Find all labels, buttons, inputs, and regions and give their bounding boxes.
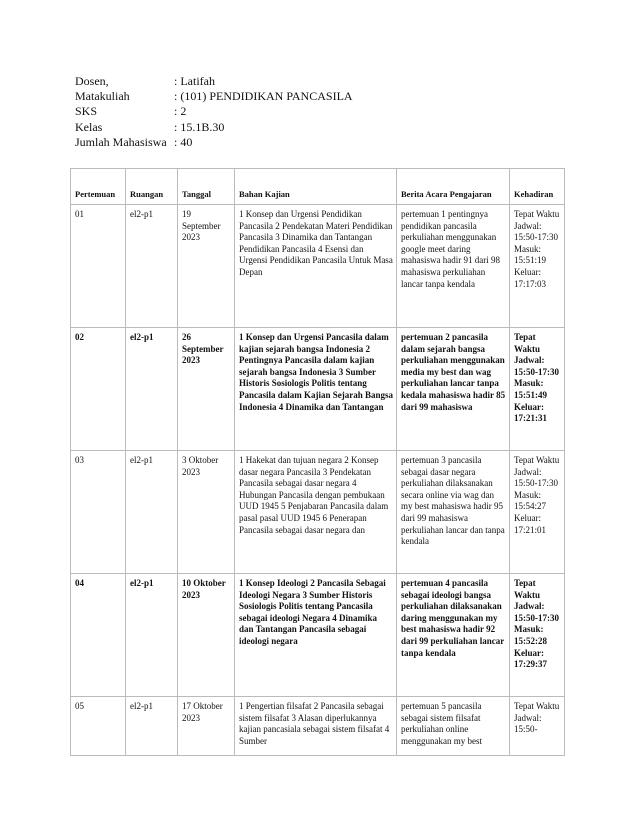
info-label: Matakuliah bbox=[75, 89, 130, 104]
cell-pertemuan: 05 bbox=[71, 697, 126, 756]
cell-kehadiran: Tepat Waktu Jadwal: 15:50-17:30 Masuk: 15:51:49 Keluar: 17:21:31 bbox=[510, 328, 565, 451]
table-row bbox=[71, 205, 565, 328]
cell-kehadiran: Tepat Waktu Jadwal: 15:50- bbox=[510, 697, 565, 756]
cell-ruangan: el2-p1 bbox=[126, 574, 178, 697]
info-label: Jumlah Mahasiswa bbox=[75, 134, 167, 149]
info-value: : (101) PENDIDIKAN PANCASILA bbox=[174, 89, 353, 104]
cell-pertemuan: 04 bbox=[71, 574, 126, 697]
table-row bbox=[71, 697, 565, 756]
cell-ruangan: el2-p1 bbox=[126, 205, 178, 328]
info-row bbox=[75, 104, 353, 119]
table-row bbox=[71, 574, 565, 697]
cell-pertemuan: 01 bbox=[71, 205, 126, 328]
header-bahan-kajian: Bahan Kajian bbox=[235, 169, 397, 205]
cell-berita-acara: pertemuan 2 pancasila dalam sejarah bangsa perkuliahan menggunakan media my best dan wag perkuliahan lancar tanpa kedala mahasiswa hadir 85 dari 99 mahasiswa bbox=[397, 328, 510, 451]
cell-tanggal: 19 September 2023 bbox=[178, 205, 235, 328]
info-row bbox=[75, 120, 353, 135]
header-berita-acara: Berita Acara Pengajaran bbox=[397, 169, 510, 205]
cell-kehadiran: Tepat Waktu Jadwal: 15:50-17:30 Masuk: 15:51:19 Keluar: 17:17:03 bbox=[510, 205, 565, 328]
info-value: : 2 bbox=[174, 104, 187, 119]
cell-ruangan: el2-p1 bbox=[126, 451, 178, 574]
cell-tanggal: 26 September 2023 bbox=[178, 328, 235, 451]
cell-tanggal: 3 Oktober 2023 bbox=[178, 451, 235, 574]
cell-tanggal: 10 Oktober 2023 bbox=[178, 574, 235, 697]
course-info bbox=[75, 74, 353, 150]
cell-berita-acara: pertemuan 5 pancasila sebagai sistem filsafat perkuliahan online menggunakan my best bbox=[397, 697, 510, 756]
cell-pertemuan: 02 bbox=[71, 328, 126, 451]
cell-bahan-kajian: 1 Konsep dan Urgensi Pancasila dalam kajian sejarah bangsa Indonesia 2 Pentingnya Pancasila dalam kajian sejarah bangsa Indonesia 3 Sumber Historis Sosiologis Politis tentang Pancasila dalam Kajian Sejarah Bangsa Indonesia 4 Dinamika dan Tantangan bbox=[235, 328, 397, 451]
cell-ruangan: el2-p1 bbox=[126, 328, 178, 451]
table-row bbox=[71, 451, 565, 574]
cell-pertemuan: 03 bbox=[71, 451, 126, 574]
cell-kehadiran: Tepat Waktu Jadwal: 15:50-17:30 Masuk: 15:52:28 Keluar: 17:29:37 bbox=[510, 574, 565, 697]
info-row bbox=[75, 74, 353, 89]
cell-bahan-kajian: 1 Pengertian filsafat 2 Pancasila sebagai sistem filsafat 3 Alasan diperlukannya kajian pancasiala sebagai sistem filsafat 4 Sumber bbox=[235, 697, 397, 756]
cell-bahan-kajian: 1 Konsep Ideologi 2 Pancasila Sebagai Ideologi Negara 3 Sumber Historis Sosiologis Politis tentang Pancasila sebagai ideologi Negara 4 Dinamika dan Tantangan Pancasila sebagai ideologi negara bbox=[235, 574, 397, 697]
info-label: Dosen, bbox=[75, 74, 109, 88]
info-value: : 40 bbox=[174, 134, 193, 149]
cell-berita-acara: pertemuan 1 pentingnya pendidikan pancasila perkuliahan menggunakan google meet daring mahasiswa hadir 91 dari 98 mahasiswa perkuliahan lancar tanpa kendala bbox=[397, 205, 510, 328]
info-label: Kelas bbox=[75, 119, 103, 134]
attendance-table bbox=[70, 168, 565, 756]
info-label: SKS bbox=[75, 104, 98, 119]
cell-bahan-kajian: 1 Hakekat dan tujuan negara 2 Konsep dasar negara Pancasila 3 Pendekatan Pancasila sebagai dasar negara 4 Hubungan Pancasila dengan pembukaan UUD 1945 5 Penjabaran Pancasila dalam pasal pasal UUD 1945 6 Penerapan Pancasila sebagai dasar negara dan bbox=[235, 451, 397, 574]
cell-tanggal: 17 Oktober 2023 bbox=[178, 697, 235, 756]
table-header-row bbox=[71, 169, 565, 205]
cell-bahan-kajian: 1 Konsep dan Urgensi Pendidikan Pancasila 2 Pendekatan Materi Pendidikan Pancasila 3 Dinamika dan Tantangan Pendidikan Pancasila 4 Esensi dan Urgensi Pendidikan Pancasila Untuk Masa Depan bbox=[235, 205, 397, 328]
info-row bbox=[75, 135, 353, 150]
cell-berita-acara: pertemuan 4 pancasila sebagai ideologi bangsa perkuliahan dilaksanakan daring menggunakan my best mahasiswa hadir 92 dari 99 perkuliahan lancar tanpa kendala bbox=[397, 574, 510, 697]
header-pertemuan: Pertemuan bbox=[71, 169, 126, 205]
table-row bbox=[71, 328, 565, 451]
info-row bbox=[75, 89, 353, 104]
cell-kehadiran: Tepat Waktu Jadwal: 15:50-17:30 Masuk: 15:54:27 Keluar: 17:21:01 bbox=[510, 451, 565, 574]
info-value: : 15.1B.30 bbox=[174, 119, 225, 134]
header-kehadiran: Kehadiran bbox=[510, 169, 565, 205]
header-ruangan: Ruangan bbox=[126, 169, 178, 205]
cell-ruangan: el2-p1 bbox=[126, 697, 178, 756]
info-value: : Latifah bbox=[174, 74, 215, 88]
header-tanggal: Tanggal bbox=[178, 169, 235, 205]
cell-berita-acara: pertemuan 3 pancasila sebagai dasar negara perkuliahan dilaksanakan secara online via wag dan my best mahasiswa hadir 95 dari 99 mahasiswa perkuliahan lancar dan tanpa kendala bbox=[397, 451, 510, 574]
